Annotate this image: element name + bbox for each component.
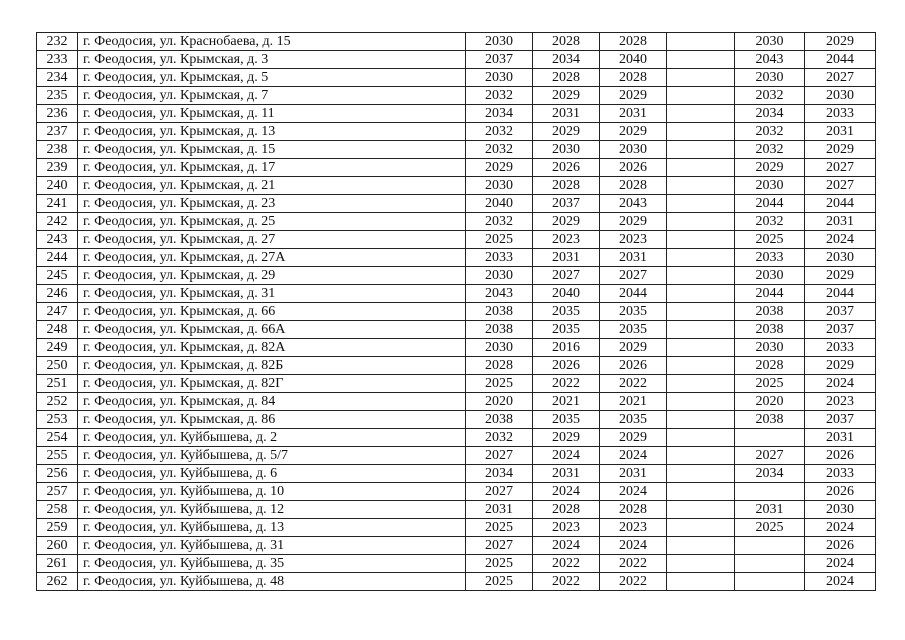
year-cell-3: 2024 xyxy=(600,447,667,465)
year-cell-3: 2029 xyxy=(600,123,667,141)
year-cell-3: 2040 xyxy=(600,51,667,69)
year-cell-2: 2029 xyxy=(533,213,600,231)
year-cell-1: 2030 xyxy=(466,69,533,87)
table-row xyxy=(37,249,876,267)
year-cell-3: 2031 xyxy=(600,249,667,267)
year-cell-5: 2033 xyxy=(735,249,805,267)
year-cell-3: 2028 xyxy=(600,501,667,519)
year-cell-1: 2030 xyxy=(466,33,533,51)
row-number-cell: 255 xyxy=(37,447,78,465)
table-row xyxy=(37,375,876,393)
year-cell-5: 2020 xyxy=(735,393,805,411)
year-cell-6: 2033 xyxy=(805,339,876,357)
year-cell-5 xyxy=(735,483,805,501)
table-row xyxy=(37,267,876,285)
year-cell-4 xyxy=(667,231,735,249)
year-cell-5: 2030 xyxy=(735,267,805,285)
year-cell-4 xyxy=(667,447,735,465)
year-cell-5: 2038 xyxy=(735,411,805,429)
year-cell-6: 2030 xyxy=(805,87,876,105)
year-cell-5: 2030 xyxy=(735,177,805,195)
year-cell-2: 2016 xyxy=(533,339,600,357)
year-cell-2: 2022 xyxy=(533,555,600,573)
year-cell-3: 2035 xyxy=(600,303,667,321)
table-row xyxy=(37,87,876,105)
year-cell-1: 2038 xyxy=(466,411,533,429)
year-cell-3: 2023 xyxy=(600,519,667,537)
table-row xyxy=(37,321,876,339)
year-cell-2: 2021 xyxy=(533,393,600,411)
address-cell: г. Феодосия, ул. Крымская, д. 5 xyxy=(78,69,466,87)
address-cell: г. Феодосия, ул. Куйбышева, д. 31 xyxy=(78,537,466,555)
table-row xyxy=(37,177,876,195)
year-cell-3: 2022 xyxy=(600,555,667,573)
year-cell-1: 2027 xyxy=(466,483,533,501)
table-row xyxy=(37,537,876,555)
table-row xyxy=(37,519,876,537)
row-number-cell: 233 xyxy=(37,51,78,69)
year-cell-2: 2037 xyxy=(533,195,600,213)
year-cell-1: 2037 xyxy=(466,51,533,69)
address-cell: г. Феодосия, ул. Крымская, д. 66 xyxy=(78,303,466,321)
year-cell-2: 2026 xyxy=(533,159,600,177)
year-cell-2: 2030 xyxy=(533,141,600,159)
table-row xyxy=(37,411,876,429)
year-cell-1: 2043 xyxy=(466,285,533,303)
year-cell-1: 2025 xyxy=(466,573,533,591)
address-cell: г. Феодосия, ул. Куйбышева, д. 10 xyxy=(78,483,466,501)
year-cell-3: 2027 xyxy=(600,267,667,285)
table-row xyxy=(37,141,876,159)
year-cell-4 xyxy=(667,51,735,69)
year-cell-2: 2024 xyxy=(533,447,600,465)
year-cell-6: 2029 xyxy=(805,357,876,375)
row-number-cell: 248 xyxy=(37,321,78,339)
year-cell-6: 2024 xyxy=(805,231,876,249)
year-cell-6: 2024 xyxy=(805,573,876,591)
row-number-cell: 250 xyxy=(37,357,78,375)
address-cell: г. Феодосия, ул. Крымская, д. 29 xyxy=(78,267,466,285)
year-cell-2: 2022 xyxy=(533,573,600,591)
year-cell-6: 2029 xyxy=(805,33,876,51)
address-cell: г. Феодосия, ул. Крымская, д. 86 xyxy=(78,411,466,429)
year-cell-1: 2031 xyxy=(466,501,533,519)
year-cell-5: 2030 xyxy=(735,339,805,357)
year-cell-3: 2028 xyxy=(600,177,667,195)
address-cell: г. Феодосия, ул. Крымская, д. 7 xyxy=(78,87,466,105)
year-cell-1: 2025 xyxy=(466,555,533,573)
table-row xyxy=(37,231,876,249)
address-cell: г. Феодосия, ул. Крымская, д. 21 xyxy=(78,177,466,195)
year-cell-4 xyxy=(667,555,735,573)
year-cell-2: 2029 xyxy=(533,87,600,105)
row-number-cell: 262 xyxy=(37,573,78,591)
year-cell-4 xyxy=(667,465,735,483)
year-cell-5: 2043 xyxy=(735,51,805,69)
year-cell-4 xyxy=(667,411,735,429)
year-cell-3: 2031 xyxy=(600,465,667,483)
year-cell-1: 2034 xyxy=(466,105,533,123)
year-cell-2: 2029 xyxy=(533,429,600,447)
address-cell: г. Феодосия, ул. Крымская, д. 23 xyxy=(78,195,466,213)
year-cell-2: 2031 xyxy=(533,249,600,267)
year-cell-4 xyxy=(667,501,735,519)
table-row xyxy=(37,339,876,357)
year-cell-6: 2027 xyxy=(805,69,876,87)
year-cell-6: 2044 xyxy=(805,285,876,303)
row-number-cell: 236 xyxy=(37,105,78,123)
address-cell: г. Феодосия, ул. Крымская, д. 17 xyxy=(78,159,466,177)
table-row xyxy=(37,501,876,519)
table-row xyxy=(37,213,876,231)
year-cell-5: 2025 xyxy=(735,519,805,537)
address-cell: г. Феодосия, ул. Крымская, д. 25 xyxy=(78,213,466,231)
year-cell-3: 2030 xyxy=(600,141,667,159)
address-cell: г. Феодосия, ул. Крымская, д. 3 xyxy=(78,51,466,69)
year-cell-1: 2032 xyxy=(466,429,533,447)
year-cell-5: 2030 xyxy=(735,33,805,51)
year-cell-6: 2024 xyxy=(805,555,876,573)
year-cell-3: 2028 xyxy=(600,69,667,87)
year-cell-3: 2024 xyxy=(600,537,667,555)
year-cell-2: 2035 xyxy=(533,321,600,339)
year-cell-2: 2028 xyxy=(533,69,600,87)
year-cell-3: 2021 xyxy=(600,393,667,411)
year-cell-4 xyxy=(667,339,735,357)
year-cell-2: 2035 xyxy=(533,303,600,321)
address-cell: г. Феодосия, ул. Крымская, д. 66А xyxy=(78,321,466,339)
year-cell-6: 2023 xyxy=(805,393,876,411)
year-cell-5: 2028 xyxy=(735,357,805,375)
year-cell-3: 2022 xyxy=(600,573,667,591)
year-cell-6: 2024 xyxy=(805,519,876,537)
year-cell-6: 2044 xyxy=(805,51,876,69)
year-cell-2: 2028 xyxy=(533,501,600,519)
year-cell-2: 2023 xyxy=(533,519,600,537)
row-number-cell: 239 xyxy=(37,159,78,177)
address-cell: г. Феодосия, ул. Краснобаева, д. 15 xyxy=(78,33,466,51)
year-cell-4 xyxy=(667,105,735,123)
year-cell-1: 2030 xyxy=(466,339,533,357)
year-cell-2: 2034 xyxy=(533,51,600,69)
year-cell-2: 2029 xyxy=(533,123,600,141)
year-cell-3: 2026 xyxy=(600,357,667,375)
row-number-cell: 257 xyxy=(37,483,78,501)
year-cell-4 xyxy=(667,483,735,501)
address-cell: г. Феодосия, ул. Крымская, д. 31 xyxy=(78,285,466,303)
row-number-cell: 256 xyxy=(37,465,78,483)
year-cell-6: 2044 xyxy=(805,195,876,213)
year-cell-3: 2029 xyxy=(600,339,667,357)
year-cell-6: 2037 xyxy=(805,411,876,429)
row-number-cell: 235 xyxy=(37,87,78,105)
year-cell-1: 2038 xyxy=(466,321,533,339)
row-number-cell: 243 xyxy=(37,231,78,249)
year-cell-1: 2030 xyxy=(466,177,533,195)
year-cell-4 xyxy=(667,519,735,537)
year-cell-2: 2024 xyxy=(533,537,600,555)
year-cell-3: 2024 xyxy=(600,483,667,501)
row-number-cell: 261 xyxy=(37,555,78,573)
year-cell-3: 2043 xyxy=(600,195,667,213)
year-cell-4 xyxy=(667,69,735,87)
year-cell-2: 2028 xyxy=(533,33,600,51)
year-cell-2: 2024 xyxy=(533,483,600,501)
year-cell-6: 2026 xyxy=(805,537,876,555)
year-cell-3: 2035 xyxy=(600,321,667,339)
year-cell-6: 2029 xyxy=(805,141,876,159)
address-cell: г. Феодосия, ул. Крымская, д. 15 xyxy=(78,141,466,159)
year-cell-3: 2022 xyxy=(600,375,667,393)
row-number-cell: 254 xyxy=(37,429,78,447)
year-cell-6: 2027 xyxy=(805,159,876,177)
address-cell: г. Феодосия, ул. Куйбышева, д. 48 xyxy=(78,573,466,591)
year-cell-2: 2035 xyxy=(533,411,600,429)
row-number-cell: 246 xyxy=(37,285,78,303)
year-cell-5: 2027 xyxy=(735,447,805,465)
year-cell-6: 2037 xyxy=(805,321,876,339)
year-cell-4 xyxy=(667,375,735,393)
year-cell-3: 2029 xyxy=(600,429,667,447)
table-row xyxy=(37,447,876,465)
year-cell-1: 2025 xyxy=(466,375,533,393)
address-cell: г. Феодосия, ул. Куйбышева, д. 13 xyxy=(78,519,466,537)
address-cell: г. Феодосия, ул. Куйбышева, д. 2 xyxy=(78,429,466,447)
year-cell-1: 2038 xyxy=(466,303,533,321)
row-number-cell: 240 xyxy=(37,177,78,195)
year-cell-4 xyxy=(667,87,735,105)
year-cell-4 xyxy=(667,177,735,195)
year-cell-5: 2044 xyxy=(735,285,805,303)
row-number-cell: 253 xyxy=(37,411,78,429)
table-row xyxy=(37,357,876,375)
year-cell-6: 2031 xyxy=(805,123,876,141)
address-cell: г. Феодосия, ул. Крымская, д. 82А xyxy=(78,339,466,357)
year-cell-3: 2035 xyxy=(600,411,667,429)
year-cell-1: 2032 xyxy=(466,87,533,105)
address-cell: г. Феодосия, ул. Крымская, д. 27А xyxy=(78,249,466,267)
row-number-cell: 242 xyxy=(37,213,78,231)
year-cell-5: 2032 xyxy=(735,141,805,159)
year-cell-4 xyxy=(667,429,735,447)
year-cell-4 xyxy=(667,123,735,141)
table-row xyxy=(37,285,876,303)
year-cell-1: 2030 xyxy=(466,267,533,285)
row-number-cell: 237 xyxy=(37,123,78,141)
table-row xyxy=(37,429,876,447)
year-cell-6: 2031 xyxy=(805,213,876,231)
year-cell-6: 2029 xyxy=(805,267,876,285)
year-cell-4 xyxy=(667,321,735,339)
table-body xyxy=(37,33,876,591)
year-cell-1: 2032 xyxy=(466,123,533,141)
year-cell-5: 2029 xyxy=(735,159,805,177)
year-cell-5: 2030 xyxy=(735,69,805,87)
year-cell-5: 2032 xyxy=(735,213,805,231)
row-number-cell: 238 xyxy=(37,141,78,159)
year-cell-4 xyxy=(667,195,735,213)
row-number-cell: 251 xyxy=(37,375,78,393)
table-row xyxy=(37,555,876,573)
row-number-cell: 259 xyxy=(37,519,78,537)
year-cell-1: 2027 xyxy=(466,537,533,555)
year-cell-4 xyxy=(667,285,735,303)
address-cell: г. Феодосия, ул. Куйбышева, д. 12 xyxy=(78,501,466,519)
address-cell: г. Феодосия, ул. Куйбышева, д. 6 xyxy=(78,465,466,483)
table-row xyxy=(37,195,876,213)
year-cell-1: 2020 xyxy=(466,393,533,411)
address-cell: г. Феодосия, ул. Крымская, д. 11 xyxy=(78,105,466,123)
table-row xyxy=(37,483,876,501)
year-cell-2: 2031 xyxy=(533,105,600,123)
year-cell-3: 2023 xyxy=(600,231,667,249)
year-cell-4 xyxy=(667,303,735,321)
year-cell-6: 2031 xyxy=(805,429,876,447)
address-cell: г. Феодосия, ул. Крымская, д. 84 xyxy=(78,393,466,411)
table-row xyxy=(37,303,876,321)
year-cell-6: 2030 xyxy=(805,249,876,267)
year-cell-4 xyxy=(667,213,735,231)
year-cell-2: 2023 xyxy=(533,231,600,249)
table-row xyxy=(37,51,876,69)
row-number-cell: 244 xyxy=(37,249,78,267)
housing-schedule-table xyxy=(36,32,876,591)
year-cell-6: 2033 xyxy=(805,465,876,483)
year-cell-3: 2028 xyxy=(600,33,667,51)
year-cell-3: 2044 xyxy=(600,285,667,303)
year-cell-2: 2031 xyxy=(533,465,600,483)
row-number-cell: 249 xyxy=(37,339,78,357)
year-cell-5: 2025 xyxy=(735,231,805,249)
table-row xyxy=(37,105,876,123)
year-cell-1: 2025 xyxy=(466,231,533,249)
row-number-cell: 234 xyxy=(37,69,78,87)
year-cell-5: 2044 xyxy=(735,195,805,213)
year-cell-3: 2026 xyxy=(600,159,667,177)
table-row xyxy=(37,393,876,411)
year-cell-6: 2030 xyxy=(805,501,876,519)
table-row xyxy=(37,33,876,51)
year-cell-1: 2025 xyxy=(466,519,533,537)
year-cell-5 xyxy=(735,555,805,573)
year-cell-5 xyxy=(735,573,805,591)
table-row xyxy=(37,69,876,87)
year-cell-5: 2032 xyxy=(735,87,805,105)
year-cell-1: 2028 xyxy=(466,357,533,375)
year-cell-5: 2034 xyxy=(735,105,805,123)
table-row xyxy=(37,159,876,177)
year-cell-5: 2031 xyxy=(735,501,805,519)
year-cell-4 xyxy=(667,357,735,375)
row-number-cell: 260 xyxy=(37,537,78,555)
row-number-cell: 241 xyxy=(37,195,78,213)
address-cell: г. Феодосия, ул. Крымская, д. 82Г xyxy=(78,375,466,393)
year-cell-6: 2033 xyxy=(805,105,876,123)
address-cell: г. Феодосия, ул. Крымская, д. 13 xyxy=(78,123,466,141)
year-cell-1: 2027 xyxy=(466,447,533,465)
year-cell-4 xyxy=(667,573,735,591)
year-cell-5: 2038 xyxy=(735,321,805,339)
year-cell-1: 2033 xyxy=(466,249,533,267)
year-cell-4 xyxy=(667,393,735,411)
row-number-cell: 247 xyxy=(37,303,78,321)
year-cell-6: 2027 xyxy=(805,177,876,195)
year-cell-5: 2034 xyxy=(735,465,805,483)
table-row xyxy=(37,573,876,591)
year-cell-2: 2028 xyxy=(533,177,600,195)
year-cell-3: 2029 xyxy=(600,87,667,105)
year-cell-4 xyxy=(667,141,735,159)
row-number-cell: 245 xyxy=(37,267,78,285)
year-cell-6: 2026 xyxy=(805,483,876,501)
year-cell-2: 2026 xyxy=(533,357,600,375)
year-cell-4 xyxy=(667,249,735,267)
year-cell-6: 2037 xyxy=(805,303,876,321)
year-cell-3: 2031 xyxy=(600,105,667,123)
year-cell-6: 2024 xyxy=(805,375,876,393)
table-row xyxy=(37,465,876,483)
year-cell-1: 2032 xyxy=(466,213,533,231)
address-cell: г. Феодосия, ул. Крымская, д. 82Б xyxy=(78,357,466,375)
row-number-cell: 232 xyxy=(37,33,78,51)
year-cell-1: 2034 xyxy=(466,465,533,483)
address-cell: г. Феодосия, ул. Крымская, д. 27 xyxy=(78,231,466,249)
year-cell-2: 2040 xyxy=(533,285,600,303)
year-cell-4 xyxy=(667,159,735,177)
year-cell-2: 2027 xyxy=(533,267,600,285)
year-cell-5 xyxy=(735,537,805,555)
year-cell-1: 2032 xyxy=(466,141,533,159)
row-number-cell: 258 xyxy=(37,501,78,519)
year-cell-3: 2029 xyxy=(600,213,667,231)
address-cell: г. Феодосия, ул. Куйбышева, д. 35 xyxy=(78,555,466,573)
row-number-cell: 252 xyxy=(37,393,78,411)
year-cell-5: 2025 xyxy=(735,375,805,393)
year-cell-6: 2026 xyxy=(805,447,876,465)
year-cell-1: 2040 xyxy=(466,195,533,213)
year-cell-4 xyxy=(667,33,735,51)
address-cell: г. Феодосия, ул. Куйбышева, д. 5/7 xyxy=(78,447,466,465)
year-cell-4 xyxy=(667,537,735,555)
table-row xyxy=(37,123,876,141)
year-cell-5 xyxy=(735,429,805,447)
year-cell-4 xyxy=(667,267,735,285)
year-cell-1: 2029 xyxy=(466,159,533,177)
year-cell-2: 2022 xyxy=(533,375,600,393)
year-cell-5: 2032 xyxy=(735,123,805,141)
year-cell-5: 2038 xyxy=(735,303,805,321)
